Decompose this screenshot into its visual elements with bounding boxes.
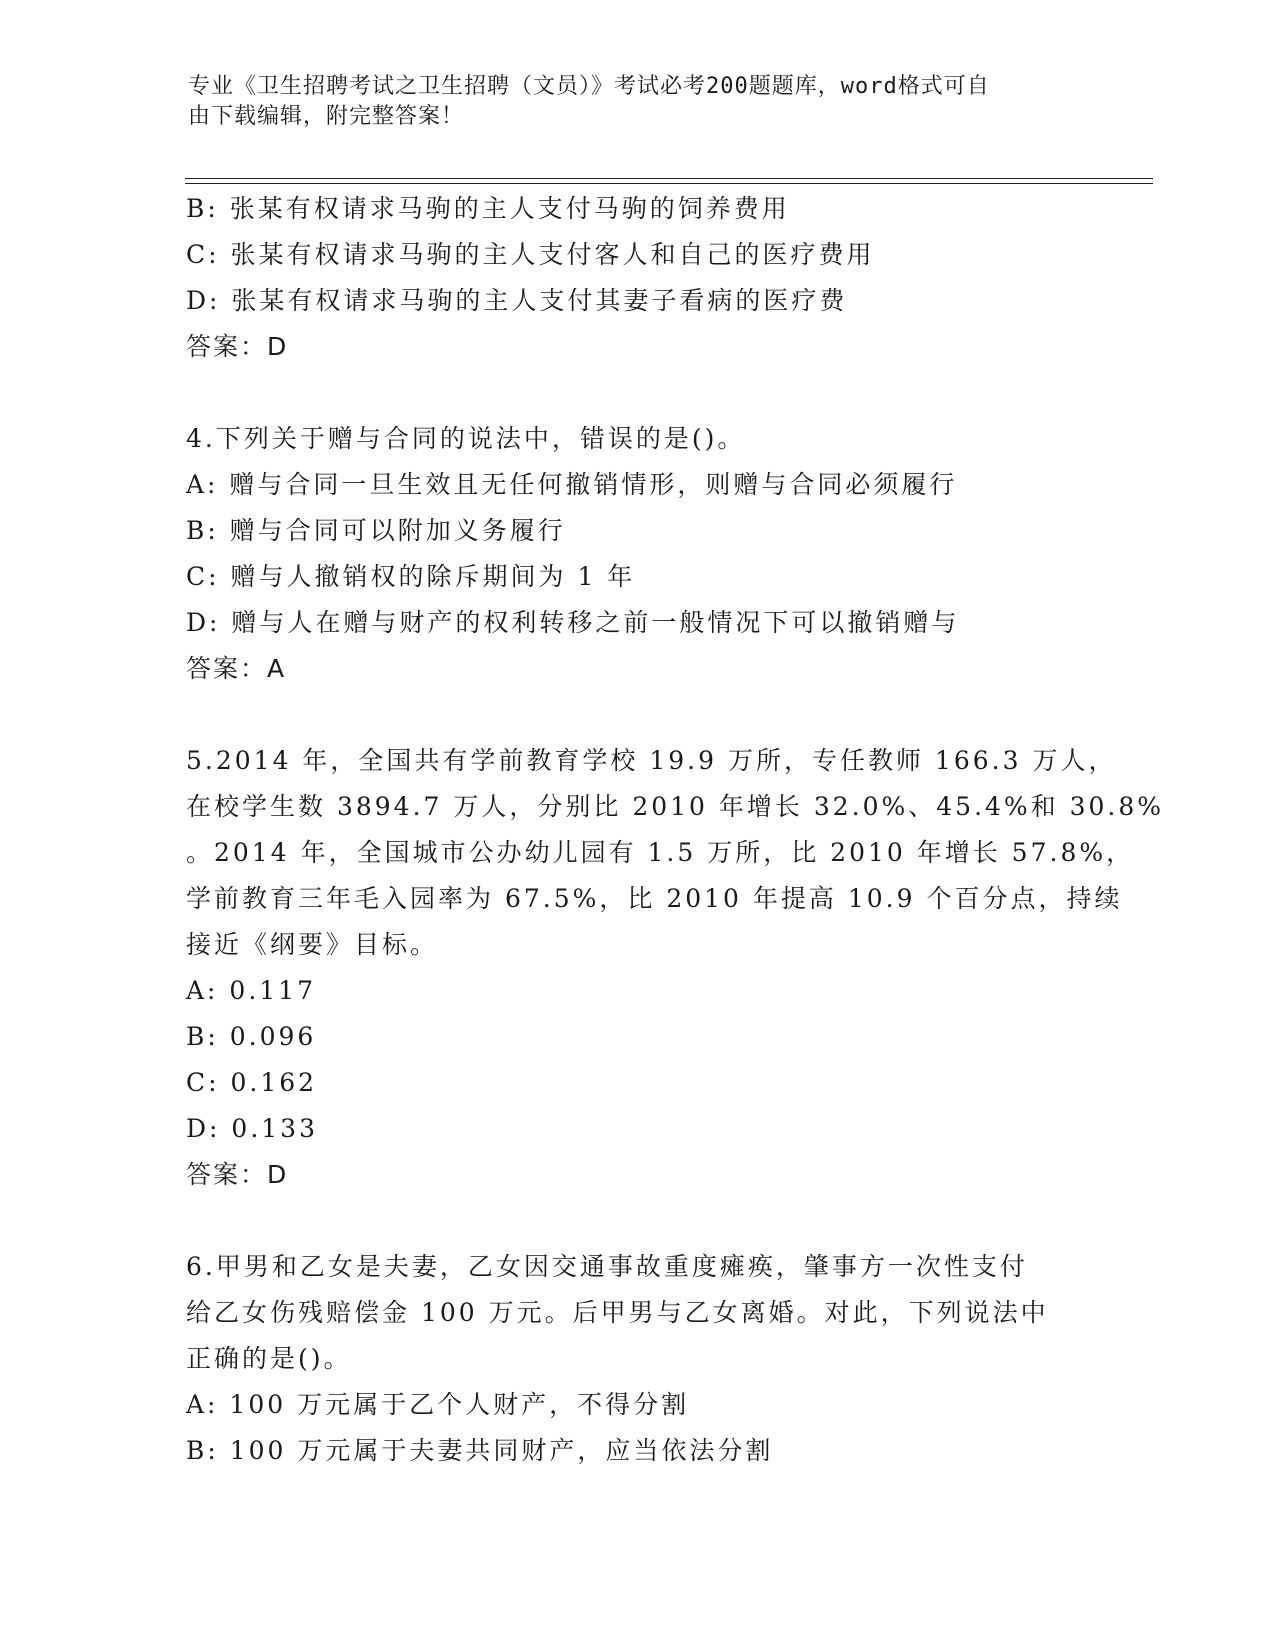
spacer	[186, 370, 1086, 416]
q5-answer: 答案：D	[186, 1160, 289, 1189]
q3-option-d: D: 张某有权请求马驹的主人支付其妻子看病的医疗费	[186, 286, 848, 315]
q5-option-c: C: 0.162	[186, 1068, 318, 1097]
q5-option-a: A: 0.117	[186, 976, 316, 1005]
q6-option-a: A: 100 万元属于乙个人财产，不得分割	[186, 1390, 690, 1419]
header-divider-bottom	[185, 183, 1153, 184]
q4-option-d: D: 赠与人在赠与财产的权利转移之前一般情况下可以撤销赠与	[186, 608, 960, 637]
q6-stem-line: 正确的是()。	[186, 1344, 352, 1373]
question-6	[186, 1244, 1086, 1474]
question-3-continued	[186, 186, 1086, 370]
q5-stem-line: 。2014 年，全国城市公办幼儿园有 1.5 万所，比 2010 年增长 57.8%，	[186, 838, 1135, 867]
q3-option-b: B: 张某有权请求马驹的主人支付马驹的饲养费用	[186, 194, 790, 223]
q5-stem-line: 5.2014 年，全国共有学前教育学校 19.9 万所，专任教师 166.3 万人，	[186, 746, 1117, 775]
q4-stem: 4.下列关于赠与合同的说法中，错误的是()。	[186, 424, 746, 453]
question-4	[186, 416, 1086, 692]
q6-stem-line: 6.甲男和乙女是夫妻，乙女因交通事故重度瘫痪，肇事方一次性支付	[186, 1252, 1028, 1281]
spacer	[186, 1198, 1086, 1244]
q4-option-c: C: 赠与人撤销权的除斥期间为 1 年	[186, 562, 636, 591]
q6-option-b: B: 100 万元属于夫妻共同财产，应当依法分割	[186, 1436, 774, 1465]
q5-option-b: B: 0.096	[186, 1022, 317, 1051]
document-body	[186, 186, 1165, 1474]
header-title-line-1: 专业《卫生招聘考试之卫生招聘（文员）》考试必考200题题库，word格式可自	[188, 74, 990, 99]
q4-option-b: B: 赠与合同可以附加义务履行	[186, 516, 566, 545]
header-divider-top	[185, 178, 1153, 179]
q5-stem-line: 学前教育三年毛入园率为 67.5%，比 2010 年提高 10.9 个百分点，持续	[186, 884, 1123, 913]
header-title-line-2: 由下载编辑，附完整答案！	[188, 104, 465, 129]
q4-option-a: A: 赠与合同一旦生效且无任何撤销情形，则赠与合同必须履行	[186, 470, 958, 499]
spacer	[186, 692, 1086, 738]
document-header	[188, 72, 1068, 132]
q5-option-d: D: 0.133	[186, 1114, 318, 1143]
q3-option-c: C: 张某有权请求马驹的主人支付客人和自己的医疗费用	[186, 240, 875, 269]
question-5	[186, 738, 1165, 1198]
q3-answer: 答案：D	[186, 332, 289, 361]
q6-stem-line: 给乙女伤残赔偿金 100 万元。后甲男与乙女离婚。对此，下列说法中	[186, 1298, 1049, 1327]
q5-stem-line: 接近《纲要》目标。	[186, 930, 439, 959]
q4-answer: 答案：A	[186, 654, 287, 683]
q5-stem-line: 在校学生数 3894.7 万人，分别比 2010 年增长 32.0%、45.4%和 30.8%	[186, 792, 1165, 821]
